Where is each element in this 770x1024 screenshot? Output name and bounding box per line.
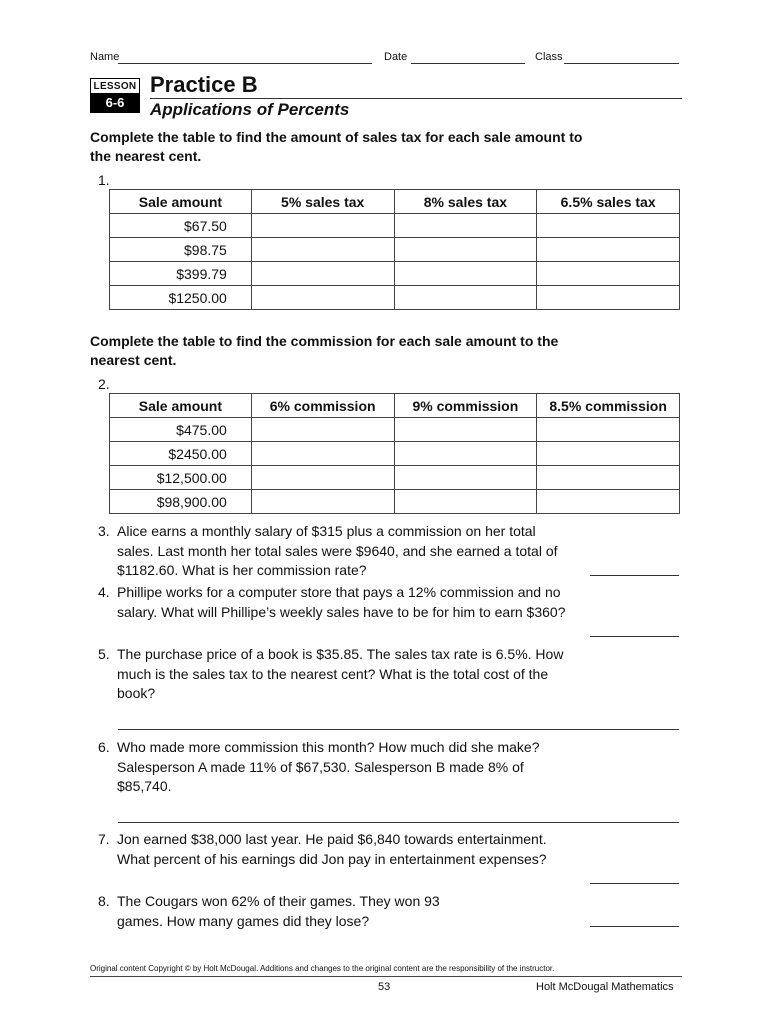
- question-text: Jon earned $38,000 last year. He paid $6,840 towards entertainment. What percent of his earnings did Jon pay in entertainment expenses?: [117, 831, 547, 867]
- answer-line-3[interactable]: [590, 575, 679, 576]
- class-label: Class: [535, 51, 563, 63]
- question-text: Alice earns a monthly salary of $315 plus a commission on her total sales. Last month her total sales were $9640, and she earned a total of $1182.60. What is her commission rate?: [117, 523, 558, 578]
- date-label: Date: [384, 51, 408, 63]
- answer-cell[interactable]: [251, 286, 394, 310]
- answer-cell[interactable]: [251, 466, 394, 490]
- column-header: 8% sales tax: [394, 190, 537, 214]
- answer-line-5[interactable]: [118, 729, 679, 730]
- question-2-number: 2.: [98, 376, 110, 392]
- answer-cell[interactable]: [394, 490, 537, 514]
- column-header: 5% sales tax: [251, 190, 394, 214]
- column-header: 8.5% commission: [537, 394, 680, 418]
- sale-amount-cell: $1250.00: [110, 286, 252, 310]
- table-row: [110, 262, 680, 286]
- answer-cell[interactable]: [394, 214, 537, 238]
- sale-amount-cell: $475.00: [110, 418, 252, 442]
- answer-cell[interactable]: [537, 262, 680, 286]
- column-header: 9% commission: [394, 394, 537, 418]
- answer-line-7[interactable]: [590, 883, 679, 884]
- column-header: 6% commission: [251, 394, 394, 418]
- answer-cell[interactable]: [394, 442, 537, 466]
- title-divider: [150, 98, 682, 99]
- column-header: Sale amount: [110, 190, 252, 214]
- question-text: The purchase price of a book is $35.85. The sales tax rate is 6.5%. How much is the sales tax to the nearest cent? What is the total cost of the book?: [117, 646, 564, 701]
- answer-cell[interactable]: [394, 466, 537, 490]
- table-row: [110, 442, 680, 466]
- table-row: [110, 490, 680, 514]
- question-6: [98, 738, 568, 797]
- section1-instruction: Complete the table to find the amount of sales tax for each sale amount to the nearest cent.: [90, 129, 583, 164]
- section2-instruction: Complete the table to find the commission for each sale amount to the nearest cent.: [90, 333, 559, 368]
- question-number: 4.: [98, 584, 110, 600]
- question-number: 5.: [98, 646, 110, 662]
- table-row: [110, 418, 680, 442]
- question-5: [98, 645, 568, 704]
- sale-amount-cell: $2450.00: [110, 442, 252, 466]
- answer-cell[interactable]: [251, 442, 394, 466]
- answer-cell[interactable]: [394, 238, 537, 262]
- answer-cell[interactable]: [251, 490, 394, 514]
- column-header: Sale amount: [110, 394, 252, 418]
- question-number: 3.: [98, 523, 110, 539]
- answer-cell[interactable]: [251, 262, 394, 286]
- footer-divider: [90, 976, 682, 977]
- publisher-name: Holt McDougal Mathematics: [536, 981, 674, 993]
- table-row: [110, 466, 680, 490]
- answer-cell[interactable]: [394, 286, 537, 310]
- sale-amount-cell: $98,900.00: [110, 490, 252, 514]
- answer-cell[interactable]: [537, 418, 680, 442]
- page-number: 53: [378, 981, 391, 993]
- answer-cell[interactable]: [537, 286, 680, 310]
- answer-line-4[interactable]: [590, 636, 679, 637]
- answer-cell[interactable]: [394, 418, 537, 442]
- question-3: [98, 522, 568, 581]
- question-7: [98, 830, 568, 869]
- page-subtitle: Applications of Percents: [150, 100, 350, 119]
- answer-cell[interactable]: [394, 262, 537, 286]
- question-number: 6.: [98, 739, 110, 755]
- answer-cell[interactable]: [537, 490, 680, 514]
- answer-cell[interactable]: [251, 214, 394, 238]
- name-label: Name: [90, 51, 120, 63]
- sale-amount-cell: $399.79: [110, 262, 252, 286]
- answer-line-6[interactable]: [118, 822, 679, 823]
- copyright-text: Original content Copyright © by Holt McDougal. Additions and changes to the original content are the responsibility of the instructor.: [90, 964, 555, 973]
- sale-amount-cell: $67.50: [110, 214, 252, 238]
- table-row: [110, 214, 680, 238]
- column-header: 6.5% sales tax: [537, 190, 680, 214]
- question-text: The Cougars won 62% of their games. They won 93 games. How many games did they lose?: [117, 893, 440, 929]
- question-number: 8.: [98, 893, 110, 909]
- answer-cell[interactable]: [537, 214, 680, 238]
- table-header-row: [110, 190, 680, 214]
- question-text: Who made more commission this month? How much did she make? Salesperson A made 11% of $67,530. Salesperson B made 8% of $85,740.: [117, 739, 540, 794]
- question-number: 7.: [98, 831, 110, 847]
- question-text: Phillipe works for a computer store that pays a 12% commission and no salary. What will Phillipe’s weekly sales have to be for him to earn $360?: [117, 584, 566, 620]
- sale-amount-cell: $98.75: [110, 238, 252, 262]
- answer-cell[interactable]: [251, 418, 394, 442]
- page-title: Practice B: [150, 72, 258, 97]
- answer-cell[interactable]: [537, 238, 680, 262]
- class-field[interactable]: [564, 63, 679, 64]
- sales-tax-table: [109, 189, 680, 310]
- lesson-number: 6-6: [91, 93, 139, 112]
- question-4: [98, 583, 568, 622]
- table-row: [110, 238, 680, 262]
- answer-cell[interactable]: [537, 442, 680, 466]
- table-row: [110, 286, 680, 310]
- date-field[interactable]: [411, 63, 525, 64]
- answer-cell[interactable]: [251, 238, 394, 262]
- commission-table: [109, 393, 680, 514]
- lesson-badge: [90, 78, 140, 113]
- sale-amount-cell: $12,500.00: [110, 466, 252, 490]
- lesson-label: LESSON: [93, 81, 137, 92]
- name-field[interactable]: [118, 63, 372, 64]
- question-1-number: 1.: [98, 172, 110, 188]
- question-8: [98, 892, 568, 931]
- answer-cell[interactable]: [537, 466, 680, 490]
- table-header-row: [110, 394, 680, 418]
- answer-line-8[interactable]: [590, 926, 679, 927]
